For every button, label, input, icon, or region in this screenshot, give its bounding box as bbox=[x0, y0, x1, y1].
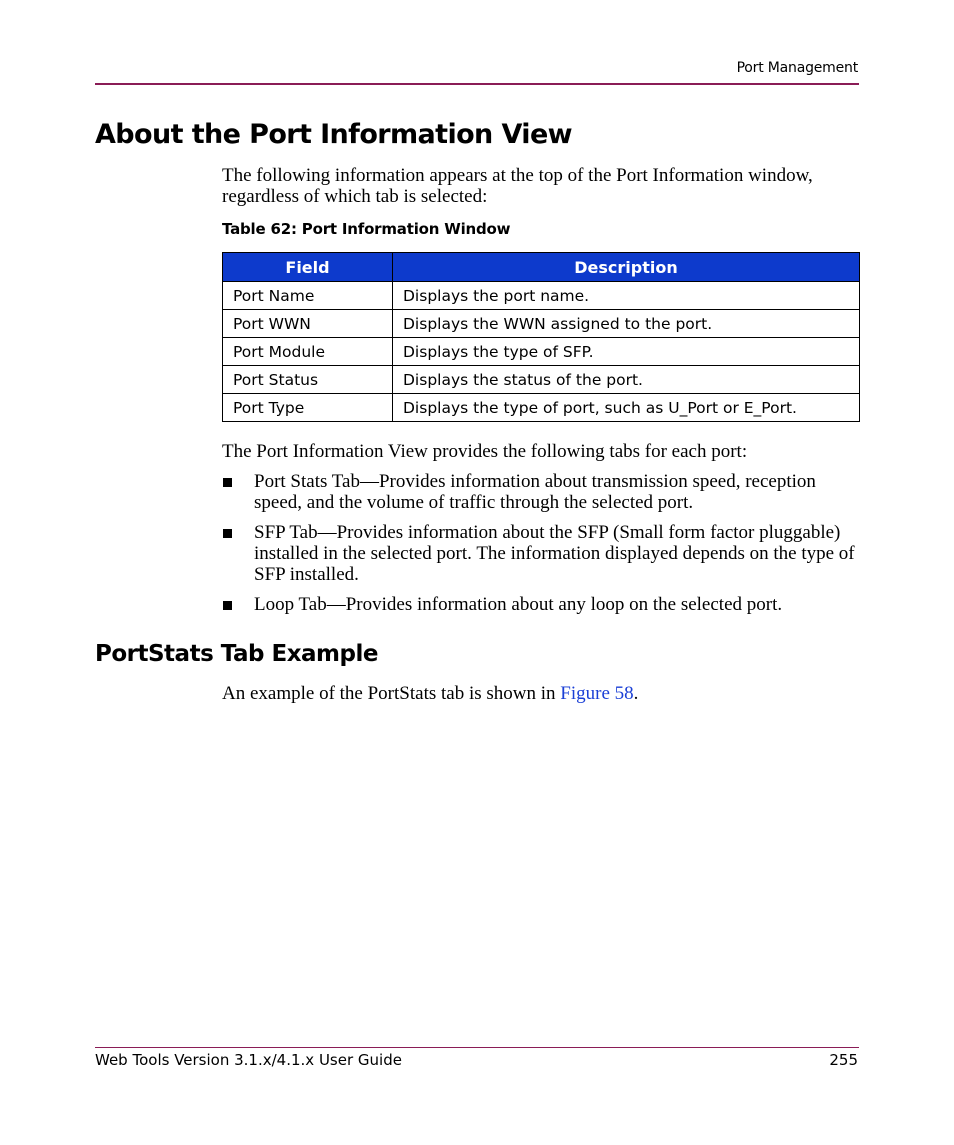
table-row bbox=[223, 338, 860, 366]
table-caption: Table 62: Port Information Window bbox=[222, 220, 511, 238]
intro-paragraph: The following information appears at the top of the Port Information window, regardless of which tab is selected: bbox=[222, 165, 813, 207]
tabs-intro-paragraph: The Port Information View provides the following tabs for each port: bbox=[222, 441, 748, 462]
table-row bbox=[223, 310, 860, 338]
example-text-end: . bbox=[633, 683, 639, 704]
example-paragraph bbox=[222, 683, 638, 704]
header-rule bbox=[95, 83, 859, 85]
description-cell: Displays the port name. bbox=[393, 282, 860, 310]
description-cell: Displays the type of SFP. bbox=[393, 338, 860, 366]
description-cell: Displays the type of port, such as U_Port or E_Port. bbox=[393, 394, 860, 422]
square-bullet-icon bbox=[223, 478, 232, 487]
column-header-field: Field bbox=[223, 253, 393, 282]
table-row bbox=[223, 394, 860, 422]
field-cell: Port Type bbox=[223, 394, 393, 422]
field-cell: Port Module bbox=[223, 338, 393, 366]
description-cell: Displays the status of the port. bbox=[393, 366, 860, 394]
list-item-text: SFP Tab—Provides information about the SFP (Small form factor pluggable) installed in the selected port. The information displayed depends on the type of SFP installed. bbox=[254, 522, 855, 585]
running-head: Port Management bbox=[736, 60, 858, 76]
list-item bbox=[222, 471, 859, 513]
subsection-title: PortStats Tab Example bbox=[95, 641, 378, 667]
section-title: About the Port Information View bbox=[95, 119, 572, 150]
list-item bbox=[222, 594, 859, 615]
port-information-table bbox=[222, 252, 860, 422]
tabs-bullet-list bbox=[222, 471, 859, 624]
table-header-row bbox=[223, 253, 860, 282]
list-item-text: Loop Tab—Provides information about any loop on the selected port. bbox=[254, 594, 783, 615]
description-cell: Displays the WWN assigned to the port. bbox=[393, 310, 860, 338]
field-cell: Port WWN bbox=[223, 310, 393, 338]
field-cell: Port Status bbox=[223, 366, 393, 394]
page-number: 255 bbox=[829, 1051, 858, 1069]
column-header-description: Description bbox=[393, 253, 860, 282]
list-item-text: Port Stats Tab—Provides information about transmission speed, reception speed, and the volume of traffic through the selected port. bbox=[254, 471, 816, 513]
example-text: An example of the PortStats tab is shown in bbox=[222, 683, 561, 704]
table-row bbox=[223, 366, 860, 394]
footer-rule bbox=[95, 1047, 859, 1048]
figure-58-link[interactable]: Figure 58 bbox=[560, 683, 634, 704]
list-item bbox=[222, 522, 859, 585]
field-cell: Port Name bbox=[223, 282, 393, 310]
square-bullet-icon bbox=[223, 601, 232, 610]
footer-guide-title: Web Tools Version 3.1.x/4.1.x User Guide bbox=[95, 1051, 402, 1069]
square-bullet-icon bbox=[223, 529, 232, 538]
table-row bbox=[223, 282, 860, 310]
